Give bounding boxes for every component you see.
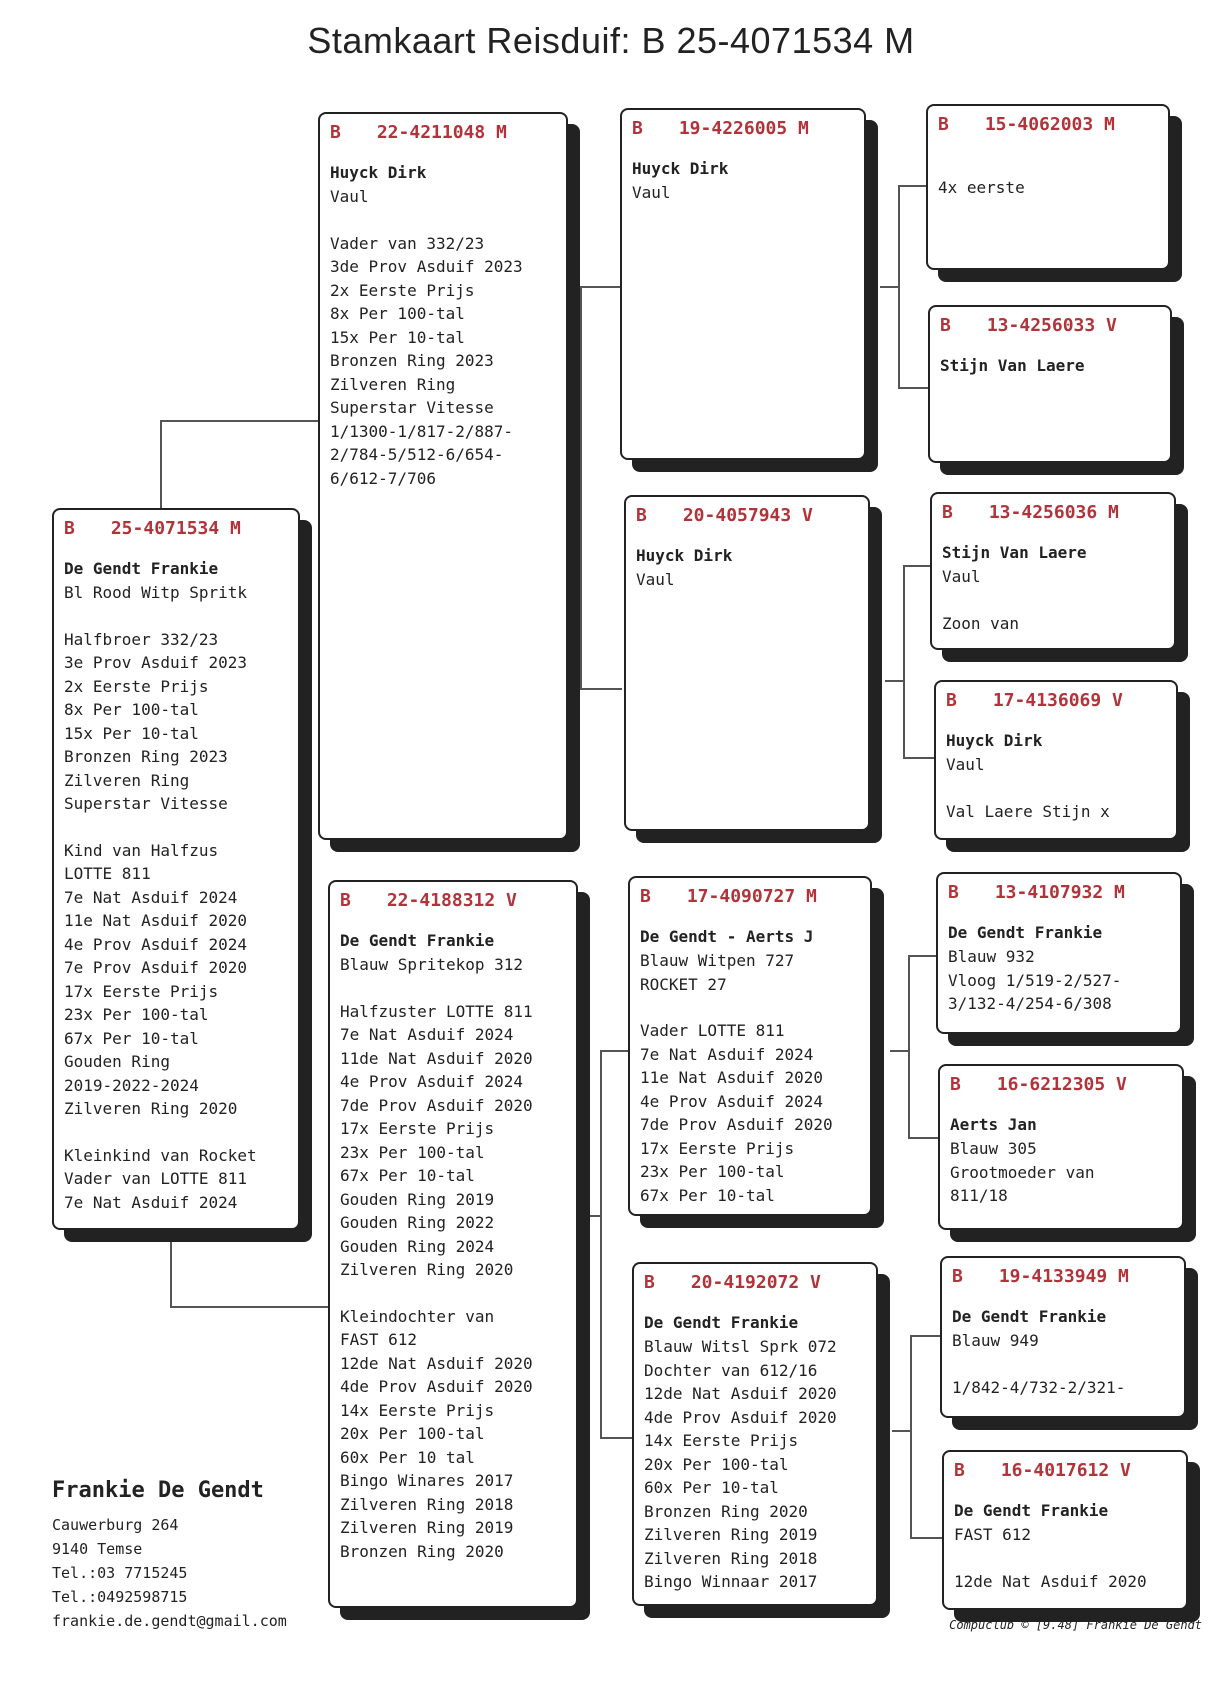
note-line: 15x Per 10-tal bbox=[330, 327, 465, 347]
note-line: Blauw Spritekop 312 bbox=[340, 955, 524, 974]
note-line: Superstar Vitesse bbox=[330, 398, 494, 417]
country-code: B bbox=[940, 315, 951, 336]
pigeon-card-subject bbox=[52, 508, 300, 1230]
pedigree-notes bbox=[644, 1335, 866, 1594]
ring-id: 20-4192072 V bbox=[690, 1272, 821, 1293]
owner-name: Stijn Van Laere bbox=[942, 543, 1087, 562]
note-line: 17x Eerste Prijs bbox=[64, 981, 219, 1001]
pigeon-card-dam-dam bbox=[632, 1262, 878, 1606]
pedigree-notes bbox=[952, 1329, 1174, 1399]
owner-name: Huyck Dirk bbox=[632, 159, 729, 178]
pedigree-notes bbox=[942, 565, 1164, 635]
country-code: B bbox=[948, 882, 959, 903]
spacer bbox=[64, 605, 288, 628]
pigeon-card-dam-sire bbox=[628, 876, 872, 1216]
country-code: B bbox=[938, 114, 949, 135]
note-line: 15x Per 10-tal bbox=[64, 723, 199, 743]
ring-number bbox=[636, 505, 858, 526]
note-line: Grootmoeder van bbox=[950, 1162, 1095, 1182]
note-line: 2/784-5/512-6/654- bbox=[330, 445, 504, 464]
spacer bbox=[954, 1547, 1176, 1570]
note-line: Kind van Halfzus bbox=[64, 840, 219, 860]
ring-id: 22-4211048 M bbox=[376, 122, 507, 143]
note-line: Zoon van bbox=[942, 613, 1020, 633]
connector-sire-bracket bbox=[580, 286, 622, 690]
note-line: Zilveren Ring 2019 bbox=[340, 1518, 514, 1537]
ring-id: 13-4107932 M bbox=[994, 882, 1125, 903]
ring-id: 13-4256033 V bbox=[986, 315, 1117, 336]
country-code: B bbox=[942, 502, 953, 523]
ring-number bbox=[330, 122, 556, 143]
note-line: 67x Per 10-tal bbox=[640, 1185, 775, 1205]
note-line: 14x Eerste Prijs bbox=[644, 1431, 799, 1450]
note-line: Val Laere Stijn x bbox=[946, 801, 1110, 821]
country-code: B bbox=[640, 886, 651, 907]
ring-number bbox=[632, 118, 854, 139]
note-line: Vaul bbox=[636, 570, 675, 589]
pedigree-notes bbox=[340, 953, 566, 1563]
spacer bbox=[942, 589, 1164, 612]
country-code: B bbox=[954, 1460, 965, 1481]
pigeon-card-dam bbox=[328, 880, 578, 1608]
country-code: B bbox=[64, 518, 75, 539]
note-line: Blauw Witsl Sprk 072 bbox=[644, 1337, 837, 1356]
note-line: Bronzen Ring 2023 bbox=[330, 351, 494, 370]
note-line: Vader van 332/23 bbox=[330, 233, 485, 253]
note-line: Vader LOTTE 811 bbox=[640, 1021, 785, 1040]
owner-name: Aerts Jan bbox=[950, 1115, 1037, 1134]
pedigree-notes bbox=[330, 185, 556, 490]
note-line: Halfbroer 332/23 bbox=[64, 629, 219, 649]
note-line: 60x Per 10 tal bbox=[340, 1447, 475, 1467]
note-line: Kleinkind van Rocket bbox=[64, 1145, 257, 1165]
note-line: Zilveren Ring 2020 bbox=[340, 1260, 514, 1279]
note-line: 14x Eerste Prijs bbox=[340, 1400, 495, 1420]
pigeon-card-ssd bbox=[928, 305, 1172, 463]
note-line: Gouden Ring 2022 bbox=[340, 1213, 495, 1232]
note-line: 6/612-7/706 bbox=[330, 468, 436, 488]
note-line: 4e Prov Asduif 2024 bbox=[64, 934, 248, 954]
pigeon-card-dds bbox=[940, 1256, 1186, 1418]
connector-dd-bracket bbox=[892, 1430, 910, 1434]
breeder-email[interactable]: frankie.de.gendt@gmail.com bbox=[52, 1612, 287, 1630]
ring-id: 16-4017612 V bbox=[1000, 1460, 1131, 1481]
owner-name: De Gendt Frankie bbox=[952, 1307, 1107, 1326]
owner-name: Huyck Dirk bbox=[946, 731, 1043, 750]
note-line: 11e Nat Asduif 2020 bbox=[640, 1068, 824, 1087]
note-line: Bl Rood Witp Spritk bbox=[64, 583, 248, 602]
note-line: Blauw 305 bbox=[950, 1139, 1037, 1158]
owner-name: De Gendt - Aerts J bbox=[640, 927, 814, 946]
pigeon-card-sds bbox=[930, 492, 1176, 650]
breeder-phone-2: Tel.:0492598715 bbox=[52, 1588, 188, 1606]
pedigree-notes bbox=[950, 1137, 1172, 1208]
ring-number bbox=[942, 502, 1164, 523]
note-line: Zilveren Ring 2019 bbox=[644, 1525, 818, 1544]
owner-name: Huyck Dirk bbox=[636, 546, 733, 565]
owner-name: Stijn Van Laere bbox=[940, 356, 1085, 375]
country-code: B bbox=[952, 1266, 963, 1287]
note-line: Vaul bbox=[330, 187, 369, 206]
note-line: 60x Per 10-tal bbox=[644, 1478, 779, 1497]
note-line: Zilveren Ring bbox=[64, 770, 190, 790]
pigeon-card-sss bbox=[926, 104, 1170, 270]
connector-ss-bracket bbox=[880, 286, 898, 290]
note-line: 20x Per 100-tal bbox=[644, 1454, 789, 1474]
spacer bbox=[330, 209, 556, 232]
note-line: Bronzen Ring 2023 bbox=[64, 747, 228, 766]
note-line: Blauw Witpen 727 bbox=[640, 951, 795, 970]
breeder-name: Frankie De Gendt bbox=[52, 1478, 264, 1503]
page-title: Stamkaart Reisduif: B 25-4071534 M bbox=[307, 20, 915, 61]
note-line: Vaul bbox=[946, 755, 985, 774]
ring-id: 17-4136069 V bbox=[992, 690, 1123, 711]
note-line: Vader van LOTTE 811 bbox=[64, 1169, 248, 1188]
pigeon-card-sire-dam bbox=[624, 495, 870, 831]
ring-id: 22-4188312 V bbox=[386, 890, 517, 911]
note-line: 23x Per 100-tal bbox=[640, 1162, 785, 1181]
note-line: 7e Nat Asduif 2024 bbox=[640, 1044, 814, 1064]
pedigree-notes bbox=[64, 581, 288, 1214]
owner-name: De Gendt Frankie bbox=[340, 931, 495, 950]
note-line: 20x Per 100-tal bbox=[340, 1424, 485, 1443]
note-line: 2x Eerste Prijs bbox=[330, 280, 475, 300]
software-credit: Compuclub © [9.48] Frankie De Gendt bbox=[949, 1618, 1202, 1632]
breeder-phone-1: Tel.:03 7715245 bbox=[52, 1564, 188, 1582]
note-line: 7e Nat Asduif 2024 bbox=[64, 887, 238, 907]
ring-id: 20-4057943 V bbox=[682, 505, 813, 526]
spacer bbox=[640, 996, 860, 1019]
spacer bbox=[340, 977, 566, 1000]
note-line: Zilveren Ring bbox=[330, 374, 456, 394]
pedigree-notes bbox=[938, 153, 1158, 200]
owner-name: De Gendt Frankie bbox=[948, 923, 1103, 942]
connector-dam-ds bbox=[583, 1215, 601, 1219]
connector-subject-sire bbox=[160, 420, 322, 508]
ring-number bbox=[948, 882, 1170, 903]
note-line: 4e Prov Asduif 2024 bbox=[640, 1091, 824, 1111]
note-line: 7de Prov Asduif 2020 bbox=[340, 1095, 533, 1115]
note-line: 12de Nat Asduif 2020 bbox=[644, 1384, 837, 1403]
note-line: Zilveren Ring 2018 bbox=[644, 1548, 818, 1568]
ring-id: 19-4133949 M bbox=[998, 1266, 1129, 1287]
note-line: 1/842-4/732-2/321- bbox=[952, 1377, 1126, 1397]
note-line: 7de Prov Asduif 2020 bbox=[640, 1115, 833, 1134]
note-line: 811/18 bbox=[950, 1186, 1008, 1205]
pigeon-card-ddd bbox=[942, 1450, 1188, 1610]
pigeon-card-dss bbox=[936, 872, 1182, 1034]
note-line: 12de Nat Asduif 2020 bbox=[954, 1571, 1147, 1591]
pedigree-notes bbox=[948, 945, 1170, 1016]
pigeon-card-sire bbox=[318, 112, 568, 840]
note-line: 11de Nat Asduif 2020 bbox=[340, 1048, 533, 1068]
owner-name: De Gendt Frankie bbox=[954, 1501, 1109, 1520]
note-line: FAST 612 bbox=[954, 1525, 1032, 1544]
note-line: 7e Nat Asduif 2024 bbox=[64, 1192, 238, 1212]
spacer bbox=[952, 1353, 1174, 1376]
connector-ds-bracket bbox=[890, 1050, 908, 1054]
note-line: Kleindochter van bbox=[340, 1306, 495, 1326]
note-line: FAST 612 bbox=[340, 1330, 418, 1349]
note-line: ROCKET 27 bbox=[640, 974, 727, 994]
connector-dd-parents bbox=[910, 1335, 942, 1539]
country-code: B bbox=[946, 690, 957, 711]
country-code: B bbox=[340, 890, 351, 911]
ring-id: 25-4071534 M bbox=[110, 518, 241, 539]
ring-number bbox=[946, 690, 1166, 711]
ring-number bbox=[954, 1460, 1176, 1481]
note-line: 4de Prov Asduif 2020 bbox=[644, 1407, 837, 1427]
note-line: Zilveren Ring 2020 bbox=[64, 1099, 238, 1118]
note-line: Superstar Vitesse bbox=[64, 794, 228, 813]
note-line: Blauw 932 bbox=[948, 947, 1035, 966]
note-line: 3e Prov Asduif 2023 bbox=[64, 653, 248, 672]
breeder-street: Cauwerburg 264 bbox=[52, 1516, 179, 1534]
note-line: 8x Per 100-tal bbox=[64, 700, 199, 719]
note-line: 4x eerste bbox=[938, 178, 1025, 197]
ring-number bbox=[640, 886, 860, 907]
pedigree-notes bbox=[640, 949, 860, 1207]
spacer bbox=[64, 816, 288, 839]
note-line: 3/132-4/254-6/308 bbox=[948, 994, 1112, 1013]
country-code: B bbox=[644, 1272, 655, 1293]
ring-number bbox=[64, 518, 288, 539]
pedigree-notes bbox=[946, 753, 1166, 823]
note-line: Vaul bbox=[942, 567, 981, 586]
note-line: 11e Nat Asduif 2020 bbox=[64, 911, 248, 930]
note-line: Bronzen Ring 2020 bbox=[644, 1501, 808, 1521]
owner-name: De Gendt Frankie bbox=[644, 1313, 799, 1332]
ring-number bbox=[938, 114, 1158, 135]
note-line: 12de Nat Asduif 2020 bbox=[340, 1353, 533, 1373]
country-code: B bbox=[330, 122, 341, 143]
pigeon-card-sire-sire bbox=[620, 108, 866, 460]
pigeon-card-dsd bbox=[938, 1064, 1184, 1230]
ring-id: 13-4256036 M bbox=[988, 502, 1119, 523]
note-line: 7e Nat Asduif 2024 bbox=[340, 1025, 514, 1044]
country-code: B bbox=[950, 1074, 961, 1095]
note-line: Gouden Ring 2019 bbox=[340, 1189, 495, 1209]
note-line: Halfzuster LOTTE 811 bbox=[340, 1001, 533, 1021]
note-line: 17x Eerste Prijs bbox=[640, 1138, 795, 1158]
ring-id: 17-4090727 M bbox=[686, 886, 817, 907]
pedigree-notes bbox=[632, 181, 854, 205]
note-line: Bingo Winnaar 2017 bbox=[644, 1572, 818, 1591]
note-line: 1/1300-1/817-2/887- bbox=[330, 421, 514, 441]
ring-number bbox=[950, 1074, 1172, 1095]
pedigree-notes bbox=[954, 1523, 1176, 1593]
note-line: Vloog 1/519-2/527- bbox=[948, 970, 1122, 990]
pigeon-card-sdd bbox=[934, 680, 1178, 840]
note-line: Zilveren Ring 2018 bbox=[340, 1494, 514, 1514]
note-line: Gouden Ring 2024 bbox=[340, 1236, 495, 1256]
ring-id: 15-4062003 M bbox=[984, 114, 1115, 135]
country-code: B bbox=[632, 118, 643, 139]
note-line: 7e Prov Asduif 2020 bbox=[64, 958, 248, 977]
note-line: Dochter van 612/16 bbox=[644, 1360, 818, 1380]
owner-name: Huyck Dirk bbox=[330, 163, 427, 182]
ring-number bbox=[940, 315, 1160, 336]
note-line: 2x Eerste Prijs bbox=[64, 676, 209, 696]
spacer bbox=[946, 777, 1166, 800]
note-line: 23x Per 100-tal bbox=[340, 1142, 485, 1162]
country-code: B bbox=[636, 505, 647, 526]
connector-subject-dam bbox=[170, 1226, 332, 1308]
note-line: Gouden Ring bbox=[64, 1052, 170, 1071]
note-line: 23x Per 100-tal bbox=[64, 1005, 209, 1024]
note-line: Blauw 949 bbox=[952, 1331, 1039, 1350]
note-line: 17x Eerste Prijs bbox=[340, 1119, 495, 1138]
ring-number bbox=[952, 1266, 1174, 1287]
note-line: Bronzen Ring 2020 bbox=[340, 1541, 504, 1561]
note-line: 4e Prov Asduif 2024 bbox=[340, 1072, 524, 1091]
note-line: Bingo Winares 2017 bbox=[340, 1471, 514, 1490]
owner-name: De Gendt Frankie bbox=[64, 559, 219, 578]
note-line: 8x Per 100-tal bbox=[330, 304, 465, 323]
note-line: 67x Per 10-tal bbox=[340, 1166, 475, 1185]
ring-number bbox=[340, 890, 566, 911]
note-line: 3de Prov Asduif 2023 bbox=[330, 257, 523, 276]
note-line: 4de Prov Asduif 2020 bbox=[340, 1377, 533, 1396]
ring-id: 19-4226005 M bbox=[678, 118, 809, 139]
note-line: Vaul bbox=[632, 183, 671, 202]
pedigree-notes bbox=[636, 568, 858, 592]
note-line: LOTTE 811 bbox=[64, 864, 151, 883]
spacer bbox=[938, 153, 1158, 176]
note-line: 67x Per 10-tal bbox=[64, 1028, 199, 1048]
connector-sd-bracket bbox=[885, 680, 903, 684]
ring-id: 16-6212305 V bbox=[996, 1074, 1127, 1095]
breeder-city: 9140 Temse bbox=[52, 1540, 143, 1558]
spacer bbox=[340, 1282, 566, 1305]
spacer bbox=[64, 1121, 288, 1144]
ring-number bbox=[644, 1272, 866, 1293]
note-line: 2019-2022-2024 bbox=[64, 1075, 199, 1095]
